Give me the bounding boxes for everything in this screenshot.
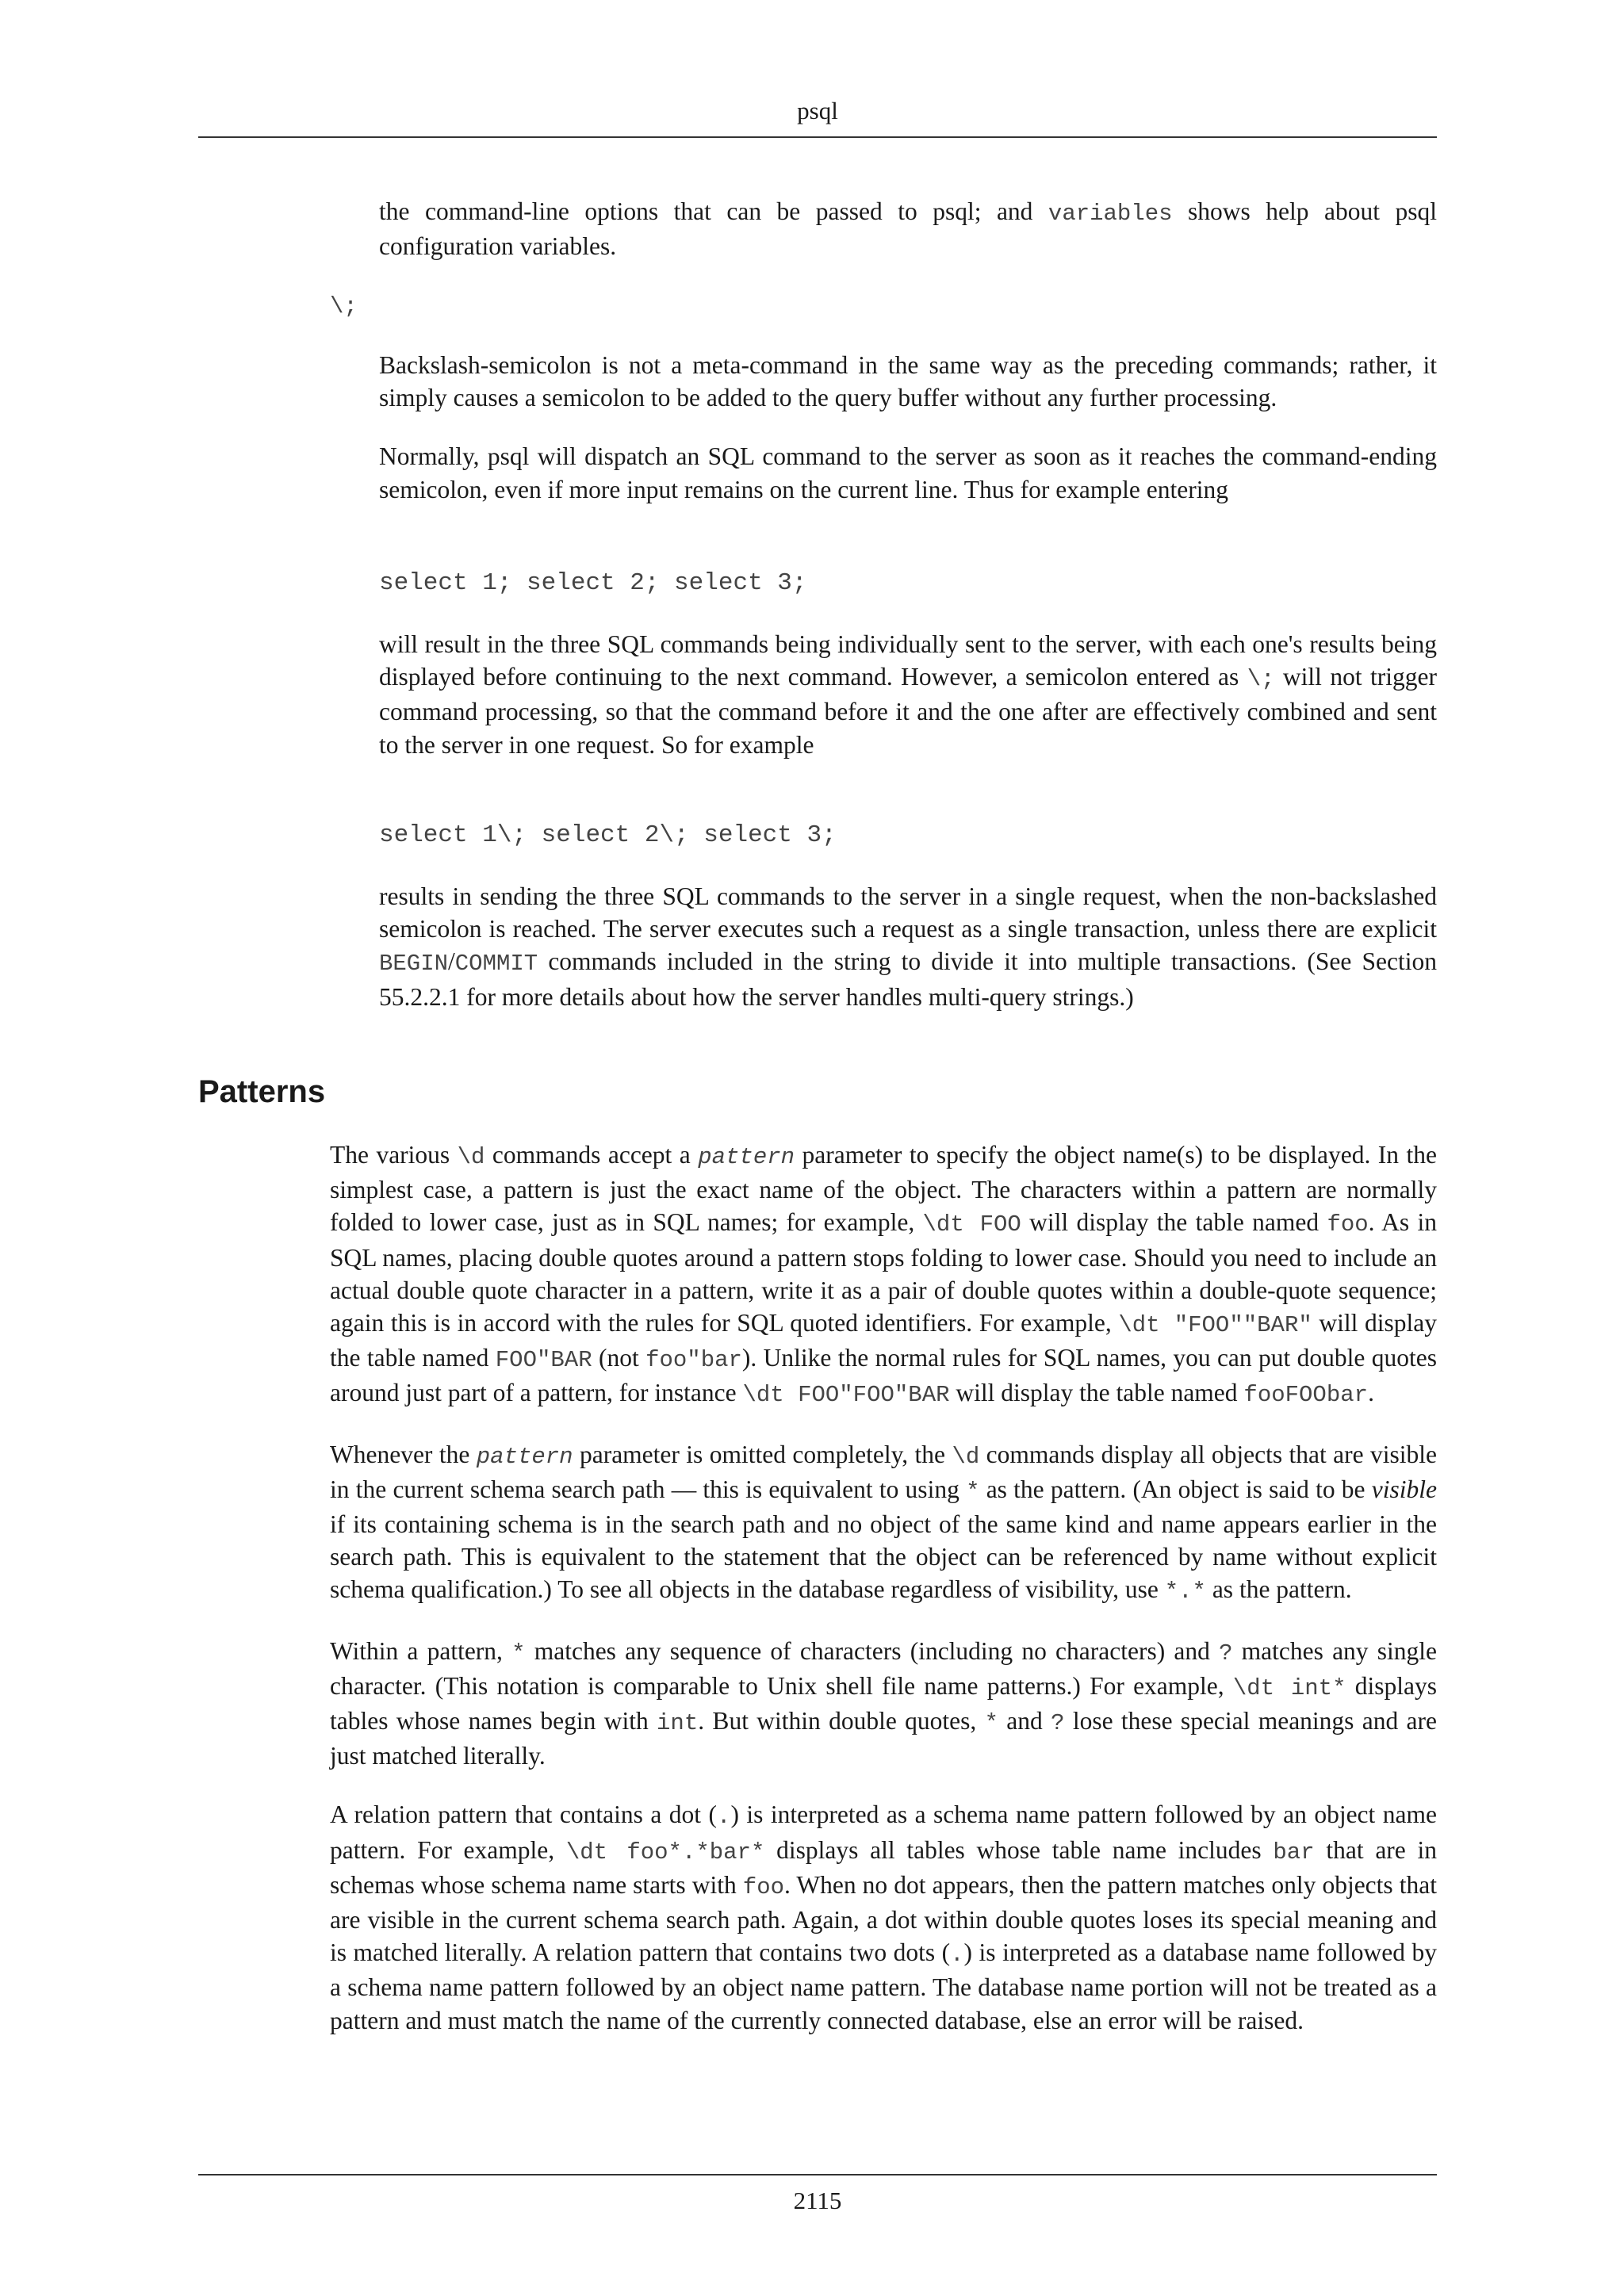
- code-example-1: select 1; select 2; select 3;: [379, 569, 807, 597]
- patterns-body: [330, 1138, 1437, 2037]
- bs-para-1: Backslash-semicolon is not a meta-command in the same way as the preceding commands; rather, it simply causes a semicolon to be added to the query buffer without any further processing.: [379, 351, 1437, 412]
- patterns-para-2: Whenever the pattern parameter is omitted completely, the \d commands display all objects that are visible in the current schema search path — this is equivalent to using * as the pattern. (An object is said to be visible if its containing schema is in the search path and no object of the same kind and name appears earlier in the search path. This is equivalent to the statement that the object can be referenced by name without explicit schema qualification.) To see all objects in the database regardless of visibility, use *.* as the pattern.: [330, 1440, 1438, 1605]
- bs-para-4-block: [379, 880, 1437, 1013]
- section-heading-patterns: Patterns: [198, 1074, 326, 1109]
- backslash-semicolon-description: [379, 349, 1437, 506]
- term-backslash-semicolon: \;: [330, 293, 358, 320]
- bs-para-2: Normally, psql will dispatch an SQL command to the server as soon as it reaches the command-ending semicolon, even if more input remains on the current line. Thus for example entering: [379, 442, 1437, 503]
- bs-para-3: will result in the three SQL commands being individually sent to the server, with each one's results being displayed before continuing to the next command. However, a semicolon entered as \; will not trigger command processing, so that the command before it and the one after are effectively combined and sent to the server in one request. So for example: [379, 630, 1437, 759]
- help-tail-paragraph: [379, 195, 1437, 262]
- footer-rule: [198, 2174, 1437, 2175]
- code-variables: variables: [1048, 201, 1173, 227]
- patterns-para-4: A relation pattern that contains a dot (.) is interpreted as a schema name pattern followed by an object name pattern. For example, \dt foo*.*bar* displays all tables whose table name includes bar that are in schemas whose schema name starts with foo. When no dot appears, then the pattern matches only objects that are visible in the current schema search path. Again, a dot within double quotes loses its special meaning and is matched literally. A relation pattern that contains two dots (.) is interpreted as a database name followed by a schema name pattern followed by an object name pattern. The database name portion will not be treated as a pattern and must match the name of the currently connected database, else an error will be raised.: [330, 1800, 1438, 2034]
- page-number: 2115: [793, 2187, 842, 2214]
- bs-para-4: results in sending the three SQL commands to the server in a single request, when the non-backslashed semicolon is reached. The server executes such a request as a single transaction, unless there are explicit BEGIN/COMMIT commands included in the string to divide it into multiple transactions. (See Section 55.2.2.1 for more details about how the server handles multi-query strings.): [379, 882, 1437, 1011]
- header-rule: [198, 136, 1437, 138]
- running-header: psql: [797, 97, 838, 124]
- code-example-2: select 1\; select 2\; select 3;: [379, 821, 837, 849]
- bs-para-3-block: [379, 628, 1437, 761]
- help-tail-text: the command-line options that can be passed to psql; and variables shows help about psql configuration variables.: [379, 197, 1437, 261]
- patterns-para-3: Within a pattern, * matches any sequence of characters (including no characters) and ? matches any single character. (This notation is comparable to Unix shell file name patterns.) For example, \dt int* displays tables whose names begin with int. But within double quotes, * and ? lose these special meanings and are just matched literally.: [330, 1636, 1438, 1770]
- patterns-para-1: The various \d commands accept a pattern parameter to specify the object name(s) to be displayed. In the simplest case, a pattern is just the exact name of the object. The characters within a pattern are normally folded to lower case, just as in SQL names; for example, \dt FOO will display the table named foo. As in SQL names, placing double quotes around a pattern stops folding to lower case. Should you need to include an actual double quote character in a pattern, write it as a pair of double quotes within a double-quote sequence; again this is in accord with the rules for SQL quoted identifiers. For example, \dt "FOO""BAR" will display the table named FOO"BAR (not foo"bar). Unlike the normal rules for SQL names, you can put double quotes around just part of a pattern, for instance \dt FOO"FOO"BAR will display the table named fooFOObar.: [330, 1141, 1437, 1409]
